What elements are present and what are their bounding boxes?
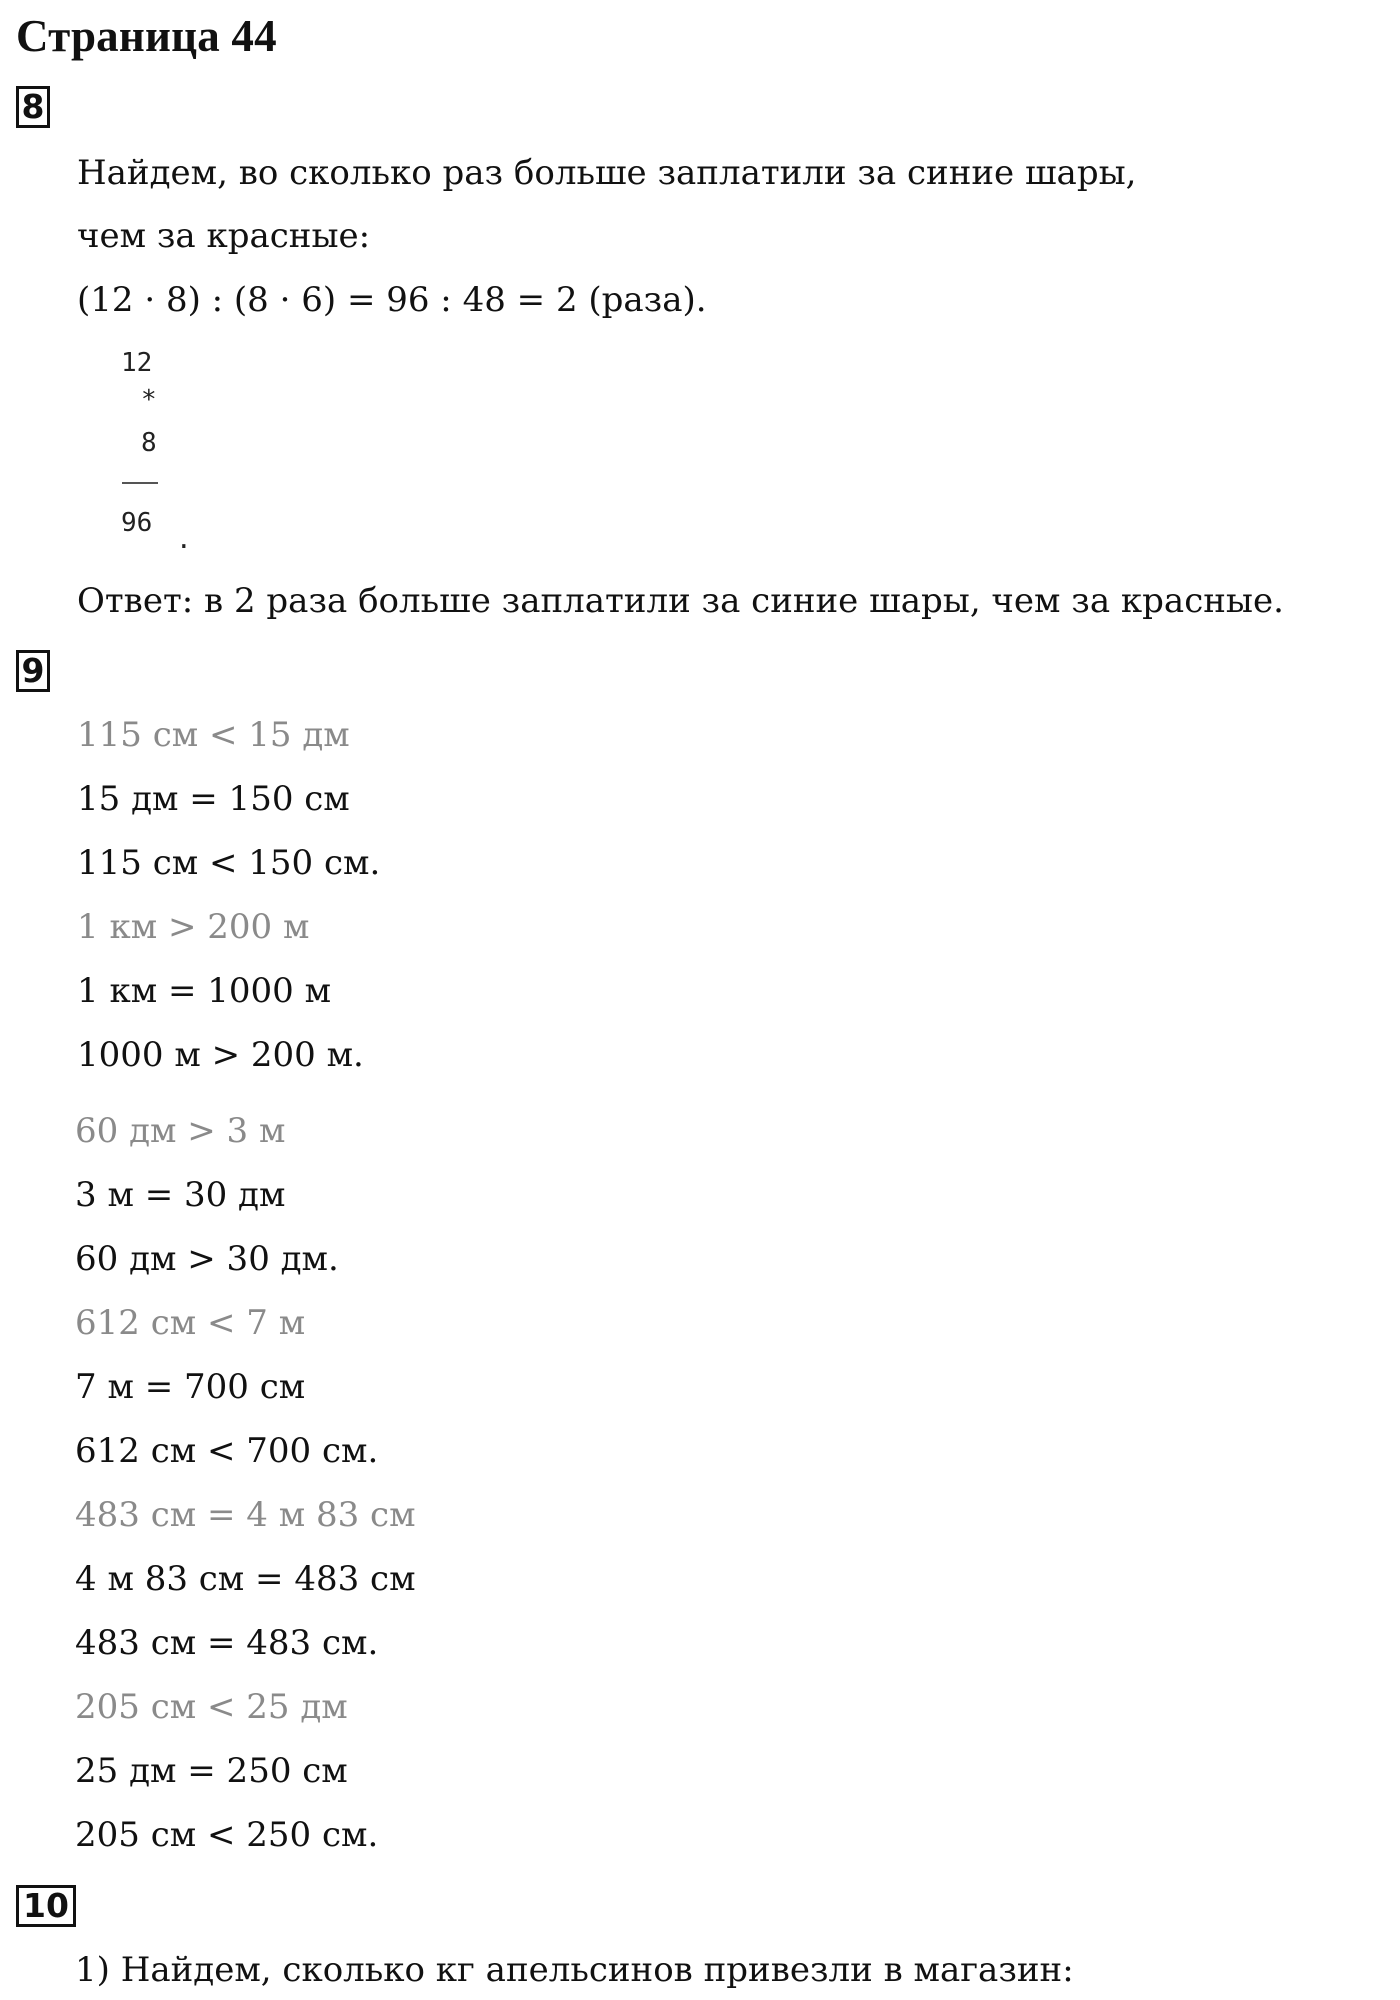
conversion-line: 3 м = 30 дм [75, 1175, 286, 1215]
comparison-line: 483 см = 4 м 83 см [75, 1495, 416, 1535]
calc-divider [122, 482, 158, 484]
conversion-line: 7 м = 700 см [75, 1367, 306, 1407]
result-line: 205 см < 250 см. [75, 1815, 379, 1855]
task-number-10: 10 [16, 1885, 76, 1927]
conversion-line: 4 м 83 см = 483 см [75, 1559, 416, 1599]
conversion-line: 15 дм = 150 см [77, 779, 350, 819]
calc-result: 96 [121, 508, 153, 538]
result-line: 60 дм > 30 дм. [75, 1239, 339, 1279]
conversion-line: 25 дм = 250 см [75, 1751, 348, 1791]
result-line: 612 см < 700 см. [75, 1431, 379, 1471]
result-line: 483 см = 483 см. [75, 1623, 379, 1663]
calc-dot: . [176, 525, 192, 555]
result-line: 1000 м > 200 м. [77, 1035, 364, 1075]
task8-line-2: чем за красные: [77, 216, 371, 256]
result-line: 115 см < 150 см. [77, 843, 381, 883]
page-title: Страница 44 [16, 11, 277, 61]
conversion-line: 1 км = 1000 м [77, 971, 332, 1011]
task10-line-1: 1) Найдем, сколько кг апельсинов привезли в магазин: [75, 1950, 1074, 1990]
comparison-line: 612 см < 7 м [75, 1303, 306, 1343]
task-number-8: 8 [16, 86, 50, 128]
comparison-line: 205 см < 25 дм [75, 1687, 348, 1727]
task8-line-1: Найдем, во сколько раз больше заплатили за синие шары, [77, 153, 1137, 193]
calc-multiplier: 8 [141, 428, 157, 458]
comparison-line: 1 км > 200 м [77, 907, 310, 947]
task8-line-3: (12 · 8) : (8 · 6) = 96 : 48 = 2 (раза). [77, 280, 707, 320]
comparison-line: 115 см < 15 дм [77, 715, 350, 755]
calc-operator: * [141, 385, 157, 415]
task-number-9: 9 [16, 650, 50, 692]
task8-answer: Ответ: в 2 раза больше заплатили за синие шары, чем за красные. [77, 581, 1284, 621]
calc-multiplicand: 12 [121, 348, 153, 378]
comparison-line: 60 дм > 3 м [75, 1111, 286, 1151]
